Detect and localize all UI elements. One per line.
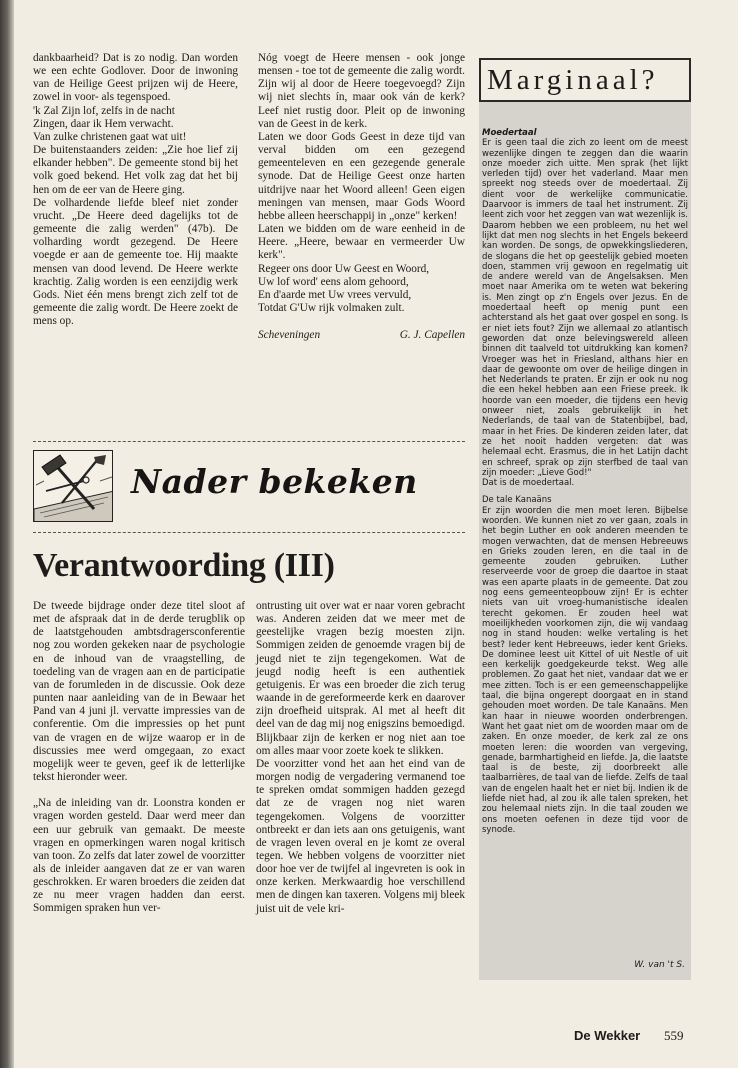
article-headline: Verantwoording (III) — [33, 547, 335, 584]
verse-line: En d'aarde met Uw vrees vervuld, — [258, 288, 412, 301]
sidebar-body — [482, 128, 688, 835]
sidebar-subheading: De tale Kanaäns — [482, 495, 552, 506]
sidebar-signature: W. van 't S. — [634, 960, 685, 970]
sidebar-header — [479, 58, 691, 102]
article-column-3 — [33, 600, 245, 916]
sidebar-paragraph: Er zijn woorden die men moet leren. Bijbelse woorden. We kunnen niet zo ver gaan, zoals in het begin Luther en ook anderen meenden te mogen verwachten, dat de mensen Hebreeuws en Grieks zouden leren, en die taal in de gemeente zouden gebruiken. Luther reserveerde voor de groep die daartoe in staat was een aparte plaats in de gemeente. Dat zou nog eens gemeenteopbouw zijn! Er is echter niets van uit vroeg-humanistische idealen terecht gekomen. Er zouden heel wat moeilijkheden voorkomen zijn, die wij vandaag nog in stand houden: welke vertaling is het best? Ieder kent Hebreeuws, ieder kent Grieks. De dominee leest uit Kittel of uit Nestle of uit een kerkelijk goedgekeurde tekst. Weg alle problemen. Zo gaat het niet, vandaar dat we er mee zitten. Toch is er een gemeenschappelijke taal, die bijna ongerept doorgaat en in stand gehouden moet worden. De tale Kanaäns. Men kan haar in nieuwe woorden onderbrengen. Want het gaat niet om de woorden maar om de zaken. En onze moeder, de kerk zal ze ons moeten leren: die woorden van vergeving, genade, barmhartigheid en liefde. Ja, die laatste taal is de beste, zij doorbreekt alle taalbarrières, de taal van de liefde. Zelfs de taal van de engelen haalt het er niet bij. Indien ik de liefde niet had, al zou ik alle talen spreken, het zou helemaal niets zijn. In die taal zouden we ons moeten oefenen in deze tijd voor de synode. — [482, 505, 688, 835]
paragraph: De tweede bijdrage onder deze titel sloot af met de afspraak dat in de derde terugblik op de laatstgehouden ambtsdragersconferentie nog zou worden gekeken naar de psychologie en de inhoud van de vraagstelling, de toedeling van de vragen aan en de participatie van de forumleden in de discussie. Ook deze punten naar aanleiding van de in Bewaar het Pand van 4 juni jl. vervatte impressies van de conferentie. Om die impressies op het punt van de vragen en de wijze waarop er in de discussies mee werd omgegaan, zo exact mogelijk weer te geven, geef ik de letterlijke tekst hieronder weer. — [33, 600, 245, 784]
verse-line: Uw lof word' eens alom gehoord, — [258, 275, 409, 288]
article-column-4 — [256, 600, 465, 916]
paragraph: ontrusting uit over wat er naar voren gebracht was. Anderen zeiden dat we meer met de geestelijke vragen bezig moesten zijn. Sommigen zeiden de genoemde vragen bij de jeugd niet te zijn tegengekomen. Wat de jeugd nodig heeft is een authentiek getuigenis. Er was een broeder die zich terug waande in de gereformeerde kerk en daarover zijn droefheid uitsprak. Al met al heeft dit deel van de dag mij nog enigszins bemoedigd. Blijkbaar zijn de kerken er nog niet aan toe om alles maar voor zoete koek te slikken. — [256, 600, 465, 757]
verse-line: Totdat G'Uw rijk volmaken zult. — [258, 301, 405, 314]
paragraph: Laten we bidden om de ware eenheid in de Heere. „Heere, bewaar en vermeerder Uw kerk". — [258, 223, 465, 262]
sidebar-paragraph: Dat is de moedertaal. — [482, 478, 575, 489]
paragraph: Nóg voegt de Heere mensen - ook jonge mensen - toe tot de gemeente die zalig wordt. Zijn wij al door de Heere toegevoegd? Zijn wij niet slechts ín, maar ook ván de kerk? Leef niet rustig door. Pleit op de inwoning van de Geest in de kerk. — [258, 52, 465, 130]
sidebar-subheading: Moedertaal — [482, 128, 537, 138]
verse-line: Regeer ons door Uw Geest en Woord, — [258, 262, 430, 275]
page-binding-edge — [0, 0, 14, 1068]
paragraph: De volhardende liefde bleef niet zonder vrucht. „De Heere deed dagelijks tot de gemeente die zalig werden" (47b). De volharding wordt gezegend. De Heere voegde er aan de gemeente toe. Hij maakte mensen van dood levend. De Heere werkte krachtig. Zalig worden is een eenzijdig werk Gods. Niet één mens brengt zich zelf tot de gemeente die zalig wordt. De Heere zoekt de mens op. — [33, 196, 238, 328]
sidebar-paragraph: Er is geen taal die zich zo leent om de meest wezenlijke dingen te zeggen dan die waarin onze moeder zich uitte. Men sprak (het lijkt verleden tijd) over het vaderland. Maar men spreekt nog steeds over de moedertaal. Zij dient voor de werkelijke communicatie. Daarvoor is immers de taal het instrument. Zij leent zich voor het zeggen van wat wezenlijk is. Daarom hebben we een probleem, nu het wel lijkt dat men nog slechts in het Engels bekeerd kan worden. De songs, de opwekkingsliederen, de slogans die het op geestelijk gebied moeten doen, stammen vrij gewoon en regelmatig uit de andere wereld van de Angelsaksen. Men moet naar Amerika om te weten wat bekering is. Men zingt op z'n Engels over Jezus. En de moedertaal heeft op menig punt een achterstand als het gaat over gospel en song. Is er niet iets fout? Zijn we allemaal zo atlantisch geworden dat onze belevingswereld alleen binnen dit taalveld tot uitdrukking kan komen? Vroeger was het in Friesland, althans hier en daar de gewoonte om over de heilige dingen in het Nederlands te praten. Er zijn er ook nu nog die een hekel hebben aan een Friese preek. Ik hoorde van een moeder, die tijdens een hevig onweer niet, zoals gebruikelijk in het Nederlands, de taal van de Statenbijbel, bad, maar in het Fries. De kinderen zeiden later, dat ze het nooit hadden vergeten: dat was helemaal echt. Erasmus, die in het Latijn dacht en schreef, sprak op zijn sterfbed de taal van zijn moeder: „Lieve God!" — [482, 138, 688, 478]
section-banner — [33, 448, 465, 524]
paragraph: Laten we door Gods Geest in deze tijd van verval bidden om een gezegend gemeenteleven en een gezegende generale synode. Dat de Heilige Geest onze harten uitdrijve naar het Woord alleen! Geen eigen meningen van mensen, maar Gods Woord hebbe alleen heerschappij in „onze" kerken! — [258, 130, 465, 222]
section-divider-bottom — [33, 532, 465, 533]
paragraph: De voorzitter vond het aan het eind van de morgen nodig de vergadering vermanend toe te spreken omdat sommigen hadden gezegd dat ze de vragen nog niet waren tegengekomen. Volgens de voorzitter ontbreekt er dan iets aan ons getuigenis, want de vragen leven overal en je komt ze overal tegen. We hebben volgens de voorzitter niet door hoe ver de twijfel al ingevreten is ook in onze kerken. Merkwaardig hoe verschillend men de dingen kan taxeren. Volgens mij bleek juist uit de vele kri- — [256, 757, 465, 915]
magazine-name: De Wekker — [574, 1028, 641, 1043]
paragraph: „Na de inleiding van dr. Loonstra konden er vragen worden gesteld. Daar werd meer dan een uur gebruik van gemaakt. De meeste vragen en opmerkingen waren nogal kritisch van toon. Zo zelfs dat later zowel de voorzitter als de inleider aangaven dat ze er van waren geschrokken. Er waren broeders die zeiden dat ze nu meer vragen hadden dan eerst. Sommigen spraken hun ver- — [33, 797, 245, 915]
paragraph: Van zulke christenen gaat wat uit! — [33, 130, 187, 143]
paragraph: dankbaarheid? Dat is zo nodig. Dan worden we een echte Godlover. Door de inwoning van de Heilige Geest prijzen wij de Heere, zowel in voor- als tegenspoed. — [33, 52, 238, 104]
signature-place: Scheveningen — [258, 329, 321, 342]
paragraph: De buitenstaanders zeiden: „Zie hoe lief zij elkander hebben". De gemeente stond bij het volk goed bekend. Het volk zag dat het bij hen om de eer van de Heere ging. — [33, 144, 238, 196]
tools-illustration-icon — [33, 450, 113, 522]
sidebar-title: Marginaal? — [487, 64, 659, 96]
verse-line: Zingen, daar ik Hem verwacht. — [33, 117, 174, 130]
section-divider-top — [33, 441, 465, 442]
verse-line: 'k Zal Zijn lof, zelfs in de nacht — [33, 104, 175, 117]
page-number: 559 — [664, 1028, 684, 1043]
signature-author: G. J. Capellen — [399, 329, 465, 342]
article-column-2 — [258, 52, 465, 342]
article-column-1 — [33, 52, 238, 328]
article-signature — [258, 329, 465, 342]
marginaal-sidebar — [479, 58, 691, 980]
banner-title: Nader bekeken — [131, 462, 418, 501]
